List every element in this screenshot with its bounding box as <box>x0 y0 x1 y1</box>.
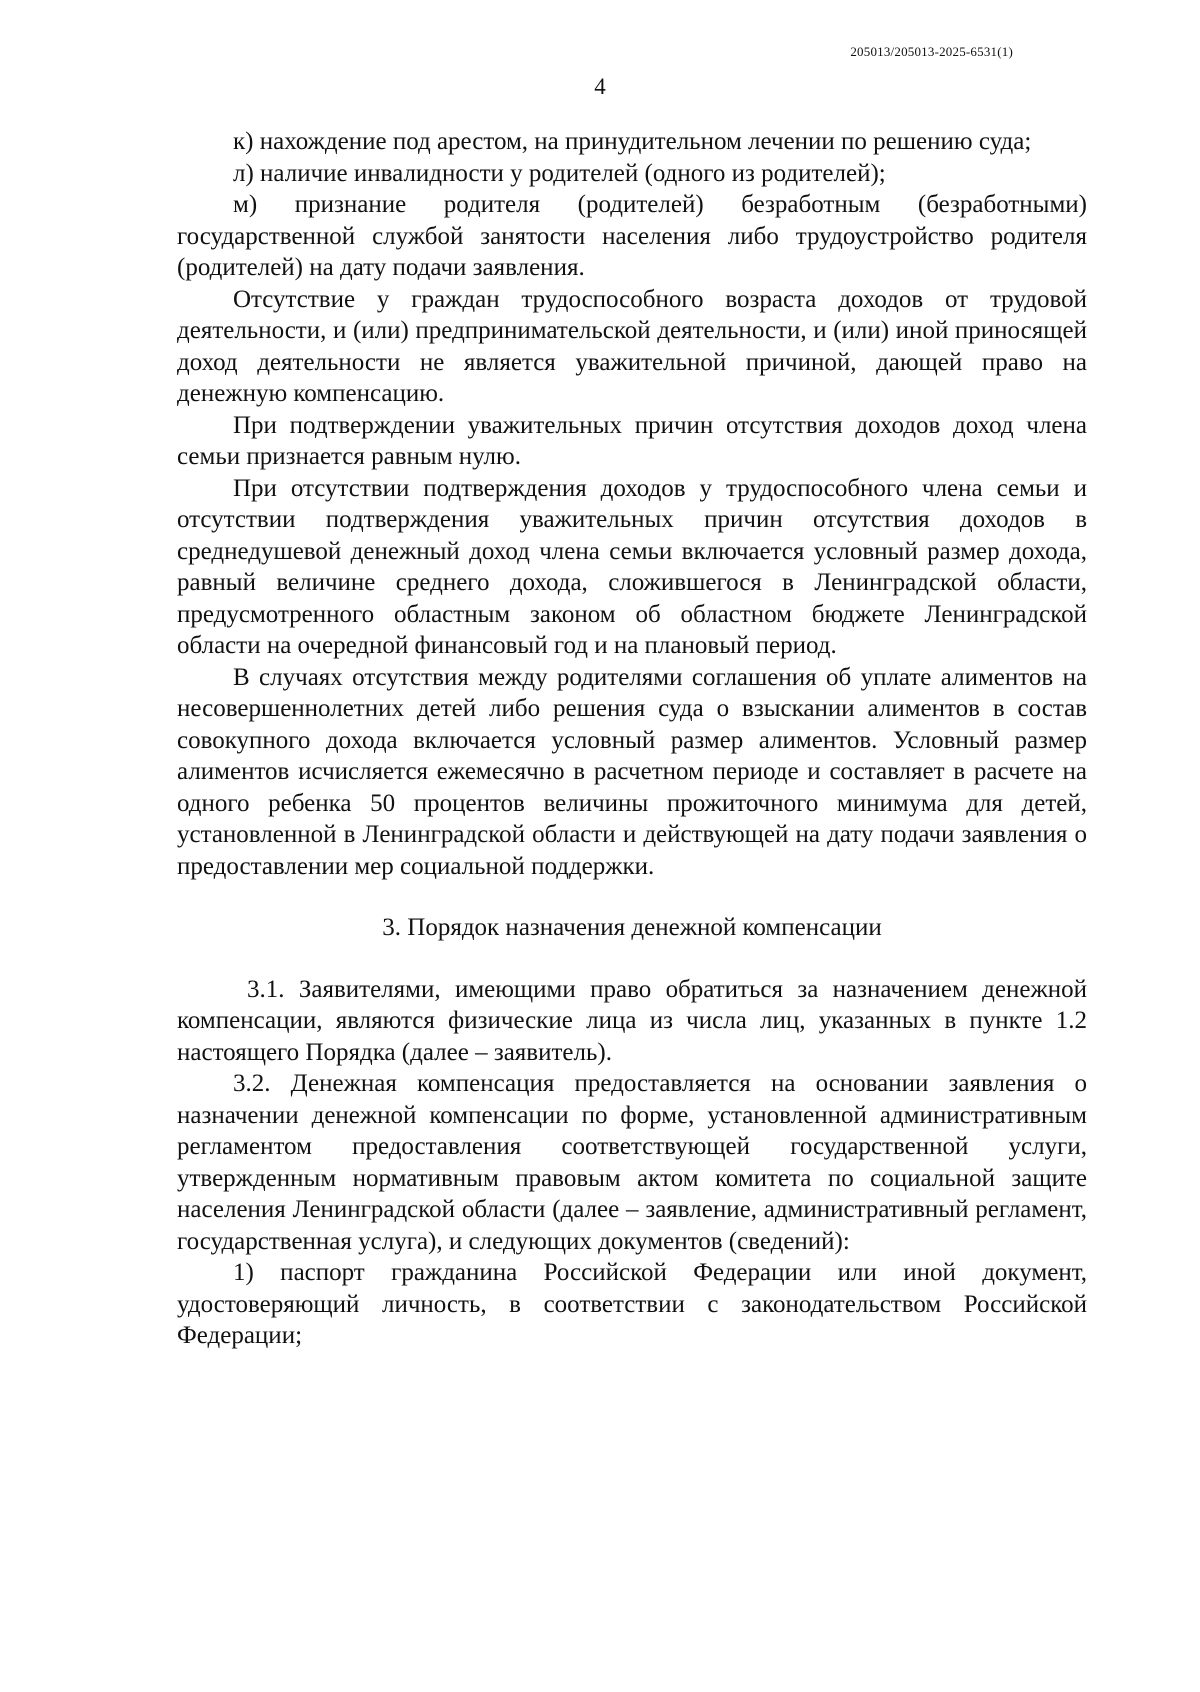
section-heading: 3. Порядок назначения денежной компенсации <box>382 914 882 941</box>
paragraph-3-2: 3.2. Денежная компенсация предоставляется на основании заявления о назначении денежной компенсации по форме, установленной административным регламентом предоставления соответствующей государственной услуги, утвержденным нормативным правовым актом комитета по социальной защите населения Ленинградской области (далее – заявление, административный регламент, государственная услуга), и следующих документов (сведений): <box>177 1070 1087 1255</box>
page-number: 4 <box>594 74 606 99</box>
list-item-1: 1) паспорт гражданина Российской Федерации или иной документ, удостоверяющий личность, в соответствии с законодательством Российской Федерации; <box>177 1259 1087 1349</box>
paragraph-conditional-income: При отсутствии подтверждения доходов у трудоспособного члена семьи и отсутствии подтверждения уважительных причин отсутствия доходов в среднедушевой денежный доход члена семьи включается условный размер дохода, равный величине среднего дохода, сложившегося в Ленинградской области, предусмотренного областным законом об областном бюджете Ленинградской области на очередной финансовый год и на плановый период. <box>177 474 1087 659</box>
list-item-k: к) нахождение под арестом, на принудительном лечении по решению суда; <box>233 128 1032 155</box>
document-id: 205013/205013-2025-6531(1) <box>850 44 1013 59</box>
paragraph-valid-reasons: При подтверждении уважительных причин отсутствия доходов доход члена семьи признается равным нулю. <box>177 411 1087 470</box>
list-item-m: м) признание родителя (родителей) безработным (безработными) государственной службой занятости населения либо трудоустройство родителя (родителей) на дату подачи заявления. <box>177 191 1087 281</box>
paragraph-alimony: В случаях отсутствия между родителями соглашения об уплате алиментов на несовершеннолетних детей либо решения суда о взыскании алиментов в состав совокупного дохода включается условный размер алиментов. Условный размер алиментов исчисляется ежемесячно в расчетном периоде и составляет в расчете на одного ребенка 50 процентов величины прожиточного минимума для детей, установленной в Ленинградской области и действующей на дату подачи заявления о предоставлении мер социальной поддержки. <box>177 663 1087 880</box>
paragraph-3-1: 3.1. Заявителями, имеющими право обратиться за назначением денежной компенсации, являются физические лица из числа лиц, указанных в пункте 1.2 настоящего Порядка (далее – заявитель). <box>177 975 1087 1066</box>
list-item-l: л) наличие инвалидности у родителей (одного из родителей); <box>233 159 886 187</box>
paragraph-no-income: Отсутствие у граждан трудоспособного возраста доходов от трудовой деятельности, и (или) предпринимательской деятельности, и (или) иной приносящей доход деятельности не является уважительной причиной, дающей право на денежную компенсацию. <box>177 285 1087 407</box>
document-body <box>177 126 1087 1352</box>
